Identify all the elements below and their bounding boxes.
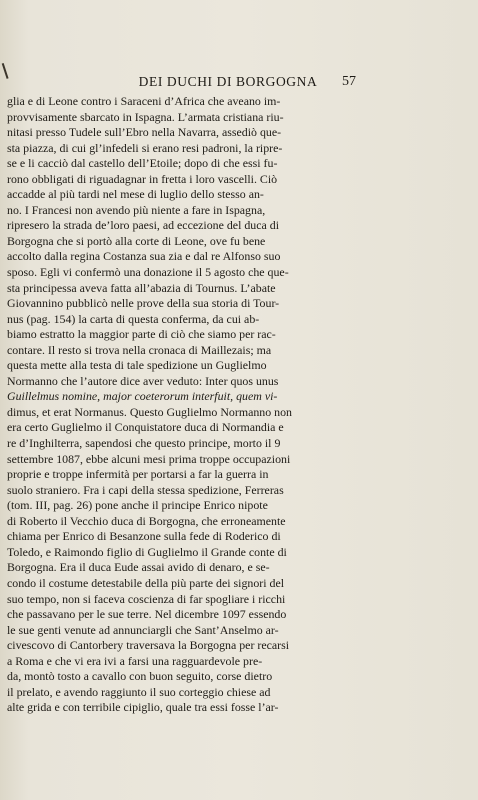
text-line: Giovannino pubblicò nelle prove della sua storia di Tour-: [7, 296, 280, 311]
text-line: rono obbligati di riguadagnar in fretta i loro vascelli. Ciò: [7, 171, 278, 186]
text-line: sposo. Egli vi confermò una donazione il 5 agosto che que-: [7, 265, 289, 280]
text-line: di Roberto il Vecchio duca di Borgogna, che erroneamente: [7, 513, 286, 528]
text-line: Guillelmus nomine, major coeterorum interfuit, quem vi-: [7, 389, 278, 404]
text-line: dimus, et erat Normanus. Questo Guglielmo Normanno non: [7, 404, 292, 419]
text-line: accolto dalla regina Costanza sua zia e dal re Alfonso suo: [7, 249, 281, 264]
text-line: se e li cacciò dal castello dell’Etoile; dopo di che essi fu-: [7, 156, 278, 171]
text-line: le sue genti venute ad annunciargli che Sant’Anselmo ar-: [7, 622, 279, 637]
text-line: a Roma e che vi era ivi a farsi una ragguardevole pre-: [7, 653, 263, 668]
text-line: che passavano per le sue terre. Nel dicembre 1097 essendo: [7, 607, 287, 622]
text-line: suolo straniero. Fra i capi della stessa spedizione, Ferreras: [7, 482, 284, 497]
text-line: ripresero la strada de’loro paesi, ad eccezione del duca di: [7, 218, 280, 233]
text-line: nitasi presso Tudele sull’Ebro nella Navarra, assediò que-: [7, 125, 282, 140]
text-line: chiama per Enrico di Besanzone sulla fede di Roderico di: [7, 529, 281, 544]
text-line: era certo Guglielmo il Conquistatore duca di Normandia e: [7, 420, 284, 435]
text-line: no. I Francesi non avendo più niente a fare in Ispagna,: [7, 202, 266, 217]
text-line: accadde al più tardi nel mese di luglio dello stesso an-: [7, 187, 264, 202]
text-line: Normanno che l’autore dice aver veduto: Inter quos unus: [7, 373, 279, 388]
text-line: re d’Inghilterra, sapendosi che questo principe, morto il 9: [7, 436, 281, 451]
text-line: Borgogna. Era il duca Eude assai avido di denaro, e se-: [7, 560, 270, 575]
text-line: sta piazza, di cui gl’infedeli si erano resi padroni, la ripre-: [7, 140, 283, 155]
text-line: Toledo, e Raimondo figlio di Guglielmo il Grande conte di: [7, 544, 287, 559]
text-line: sta principessa aveva fatta all’abazia di Tournus. L’abate: [7, 280, 276, 295]
text-line: biamo estratto la maggior parte di ciò che siamo per rac-: [7, 327, 276, 342]
body-text: [7, 94, 362, 716]
text-line: glia e di Leone contro i Saraceni d’Africa che aveano im-: [7, 94, 281, 108]
text-line: settembre 1087, ebbe alcuni mesi prima troppe occupazioni: [7, 451, 291, 466]
page-number: 57: [342, 74, 356, 89]
text-line: Borgogna che si portò alla corte di Leone, ove fu bene: [7, 233, 266, 248]
text-line: civescovo di Cantorbery traversava la Borgogna per recarsi: [7, 638, 290, 653]
text-line: provvisamente sbarcato in Ispagna. L’armata cristiana riu-: [7, 109, 284, 124]
text-line: il prelato, e avendo raggiunto il suo corteggio chiese ad: [7, 684, 271, 699]
binding-mark: [2, 61, 15, 79]
text-line: contare. Il resto si trova nella cronaca di Maillezais; ma: [7, 342, 272, 357]
text-line: nus (pag. 154) la carta di questa conferma, da cui ab-: [7, 311, 260, 326]
text-line: proprie e troppe infermità per portarsi a far la guerra in: [7, 467, 269, 482]
running-title: DEI DUCHI DI BORGOGNA: [138, 74, 318, 89]
text-line: (tom. III, pag. 26) pone anche il principe Enrico nipote: [7, 498, 268, 513]
text-line: questa mette alla testa di tale spedizione un Guglielmo: [7, 358, 267, 373]
text-line: alte grida e con terribile cipiglio, quale tra essi fosse l’ar-: [7, 700, 279, 715]
text-line: da, montò tosto a cavallo con buon seguito, corse dietro: [7, 669, 273, 684]
text-line: suo tempo, non si faceva coscienza di far spogliare i ricchi: [7, 591, 286, 606]
text-line: condo il costume detestabile della più parte dei signori del: [7, 575, 285, 590]
